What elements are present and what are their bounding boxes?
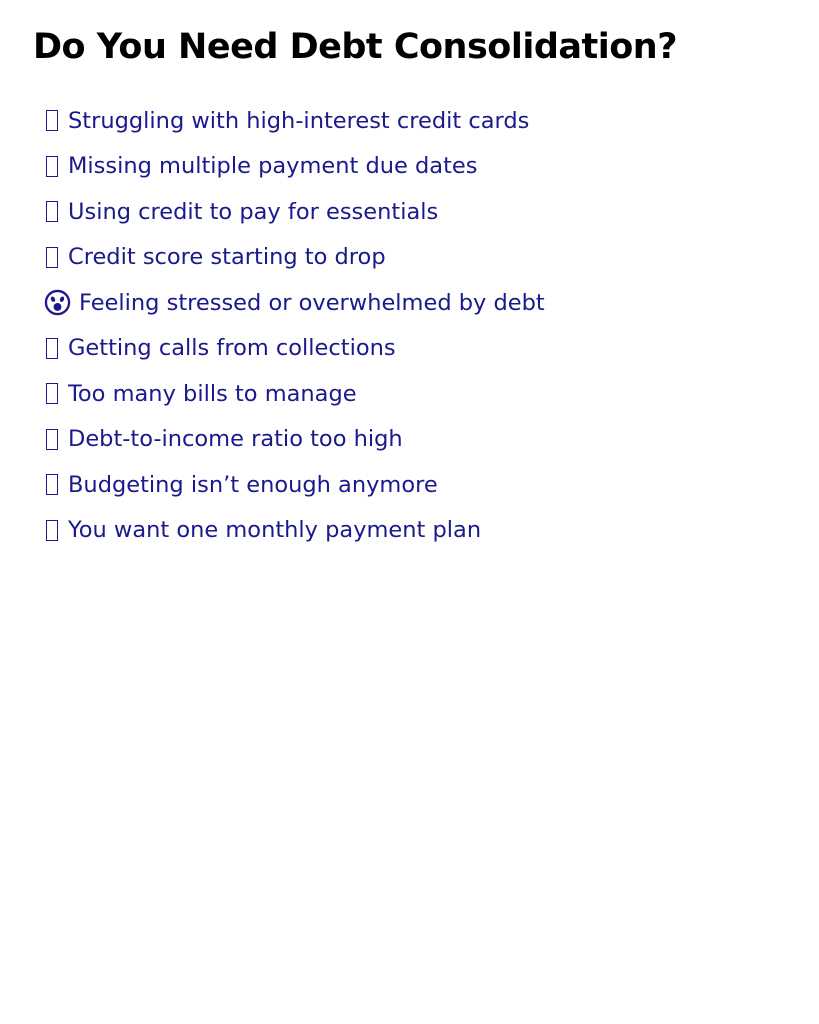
missing-glyph-icon	[46, 156, 58, 177]
checklist-item-label: Feeling stressed or overwhelmed by debt	[79, 289, 545, 316]
missing-glyph-icon	[46, 338, 58, 359]
checklist-item	[46, 508, 819, 554]
checklist-item-label: Struggling with high-interest credit cards	[68, 107, 530, 134]
checklist-item-label: Debt-to-income ratio too high	[68, 426, 403, 453]
checklist-item-label: Missing multiple payment due dates	[68, 153, 478, 180]
missing-glyph-icon	[46, 474, 58, 495]
page-title: Do You Need Debt Consolidation?	[33, 27, 678, 67]
checklist-item	[46, 326, 819, 372]
missing-glyph-icon	[46, 429, 58, 450]
checklist-item	[46, 235, 819, 281]
checklist-item	[46, 371, 819, 417]
missing-glyph-icon	[46, 247, 58, 268]
checklist-item	[46, 98, 819, 144]
checklist-item-label: You want one monthly payment plan	[68, 517, 482, 544]
checklist-item-label: Using credit to pay for essentials	[68, 198, 439, 225]
checklist-item	[46, 280, 819, 326]
checklist-item-label: Credit score starting to drop	[68, 244, 386, 271]
checklist-item	[46, 417, 819, 463]
stressed-face-icon	[44, 289, 71, 316]
missing-glyph-icon	[46, 201, 58, 222]
checklist-item-label: Too many bills to manage	[68, 380, 357, 407]
missing-glyph-icon	[46, 520, 58, 541]
missing-glyph-icon	[46, 110, 58, 131]
checklist-item	[46, 189, 819, 235]
missing-glyph-icon	[46, 383, 58, 404]
debt-checklist	[0, 98, 819, 553]
checklist-item-label: Getting calls from collections	[68, 335, 396, 362]
checklist-item-label: Budgeting isn’t enough anymore	[68, 471, 438, 498]
checklist-item	[46, 144, 819, 190]
checklist-item	[46, 462, 819, 508]
